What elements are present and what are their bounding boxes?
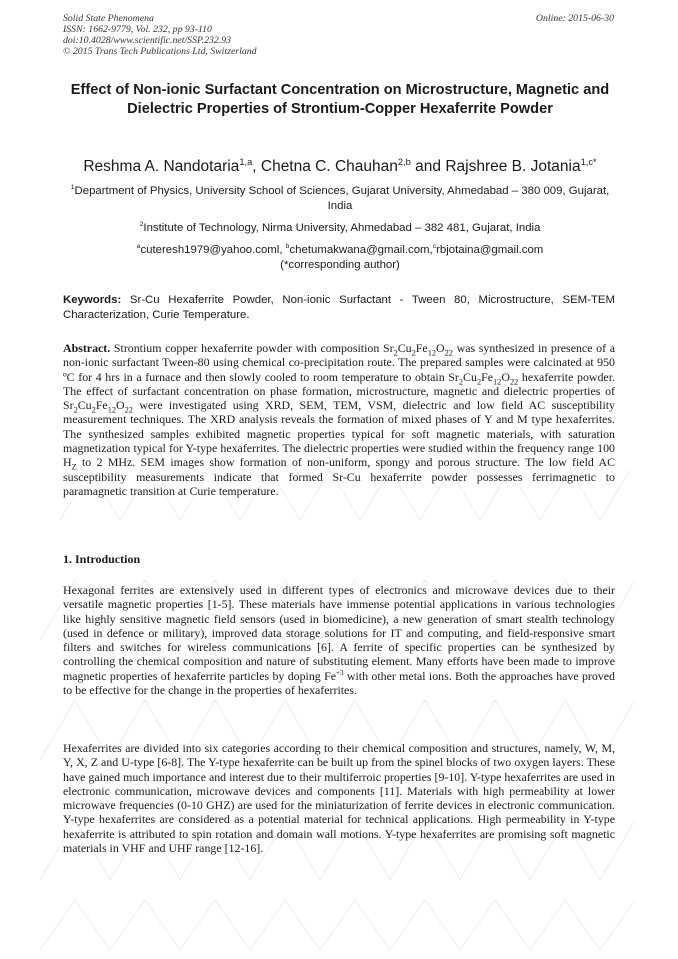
abstract-text: to 2 MHz. SEM images show formation of non-uniform, spongy and porous structure. The low field AC susceptibility measurements indicate that formed Sr-Cu hexaferrite powder possesses ferrimagnetic to paramagnetic transition at Curie temperature. — [63, 455, 615, 498]
affil-text: Department of Physics, University School of Sciences, Gujarat University, Ahmedabad – 380 009, Gujarat, India — [74, 185, 610, 212]
email-sup: c — [432, 243, 437, 251]
corresponding-note: (*corresponding author) — [280, 259, 400, 271]
unit-subscript: Z — [71, 462, 77, 472]
email-sup: a — [136, 243, 141, 251]
issn-line: ISSN: 1662-9779, Vol. 232, pp 93-110 — [63, 24, 212, 35]
paragraph-text: with other metal ions. Both the approaches have proved to be effective for the change in the properties of hexaferrites. — [63, 668, 615, 698]
author-separator: and — [410, 158, 446, 175]
intro-paragraph-1 — [63, 583, 615, 697]
author-name: Rajshree B. Jotania — [445, 158, 581, 175]
email-list — [60, 243, 620, 273]
ion-charge-sup: +3 — [335, 668, 344, 677]
affil-number: 1 — [70, 184, 75, 192]
author-separator: , — [252, 158, 261, 175]
section-heading: 1. Introduction — [63, 552, 141, 566]
keywords-text: Sr-Cu Hexaferrite Powder, Non-ionic Surfactant - Tween 80, Microstructure, SEM-TEM Characterization, Curie Temperature. — [63, 294, 615, 321]
author-affil-sup: 1,a — [239, 156, 253, 167]
abstract-text: were investigated using XRD, SEM, TEM, VSM, dielectric and low field AC susceptibility measurement techniques. The XRD analysis reveals the formation of mixed phases of Y and M type hexaferrites. The synthesized samples exhibited magnetic properties typical for soft magnetic materials, with saturation magnetization typical for Y-type hexaferrites. The dielectric properties were studied within the frequency range 100 H — [63, 398, 615, 470]
email-b: chetumakwana@gmail.com, — [289, 244, 433, 256]
author-affil-sup: 2,b — [397, 156, 411, 167]
keywords — [63, 293, 615, 322]
formula: $Sr_2Cu_2Fe_{12}O_{22}$ — [382, 341, 453, 358]
email-sup: b — [285, 243, 290, 251]
affiliation-1 — [60, 184, 620, 214]
formula: $Sr_2Cu_2Fe_{12}O_{22}$ — [448, 369, 519, 386]
author-name: Chetna C. Chauhan — [260, 158, 398, 175]
journal-name: Solid State Phenomena — [63, 13, 154, 24]
paper-title: Effect of Non-ionic Surfactant Concentration on Microstructure, Magnetic and Dielectric Properties of Strontium-Copper Hexaferrite Powder — [70, 82, 610, 117]
abstract-text: hexaferrite powder. The effect of surfactant concentration on phase formation, microstructure, magnetic and dielectric properties of — [63, 369, 615, 398]
abstract-label: Abstract. — [63, 341, 111, 355]
email-c: rbjotaina@gmail.com — [436, 244, 544, 256]
online-date: Online: 2015-06-30 — [535, 13, 614, 24]
affil-text: Institute of Technology, Nirma University, Ahmedabad – 382 481, Gujarat, India — [143, 222, 541, 234]
paragraph-text: Hexagonal ferrites are extensively used in different types of electronics and microwave devices due to their versatile magnetic properties [1-5]. These materials have immense potential applications in various technologies like highly sensitive magnetic field sensors (used in biomedicine), a new generation of smart stealth technology (used in defence or military), improved data storage solutions for IT and computing, and field-responsive smart filters and switches for wireless communications [6]. A ferrite of specific properties can be synthesized by controlling the chemical composition and nature of substituting element. Many efforts have been made to improve magnetic properties of hexaferrite particles by doping Fe — [63, 583, 615, 683]
email-a: cuteresh1979@yahoo.coml, — [140, 244, 286, 256]
affiliation-2 — [60, 221, 620, 236]
doi-line: doi:10.4028/www.scientific.net/SSP.232.93 — [63, 35, 232, 46]
author-list — [40, 157, 640, 177]
keywords-label: Keywords: — [63, 294, 122, 306]
formula: $Sr_2Cu_2Fe_{12}O_{22}$ — [63, 398, 133, 415]
author-name: Reshma A. Nandotaria — [83, 158, 240, 175]
abstract — [63, 341, 615, 498]
author-affil-sup: 1,c* — [580, 156, 597, 167]
affil-number: 2 — [139, 221, 144, 229]
intro-paragraph-2: Hexaferrites are divided into six categories according to their chemical composition and structures, namely, W, M, Y, X, Z and U-type [6-8]. The Y-type hexaferrite can be built up from the spinel blocks of two oxygen layers. These have gained much importance and interest due to their multiferroic properties [9-10]. Y-type hexaferrites are used in electronic communication, microwave devices and components [11]. Materials with high permeability at lower microwave frequencies (0-10 GHZ) are used for the miniaturization of ferrite devices in electronic communication. Y-type hexaferrites are considered as a potential material for technical applications. High permeability in Y-type hexaferrite is attributed to spin rotation and domain wall motions. Y-type hexaferrites are promising soft magnetic materials in VHF and UHF range [12-16]. — [63, 741, 615, 856]
abstract-text: was synthesized in presence of a non-ionic surfactant Tween-80 using chemical co-precipitation route. The prepared samples were calcinated at 950 ºC for 4 hrs in a furnace and then slowly cooled to room temperature to obtain — [63, 341, 616, 384]
copyright-line: © 2015 Trans Tech Publications Ltd, Switzerland — [63, 46, 257, 57]
journal-header — [63, 13, 257, 57]
abstract-text: Strontium copper hexaferrite powder with composition — [110, 341, 383, 355]
